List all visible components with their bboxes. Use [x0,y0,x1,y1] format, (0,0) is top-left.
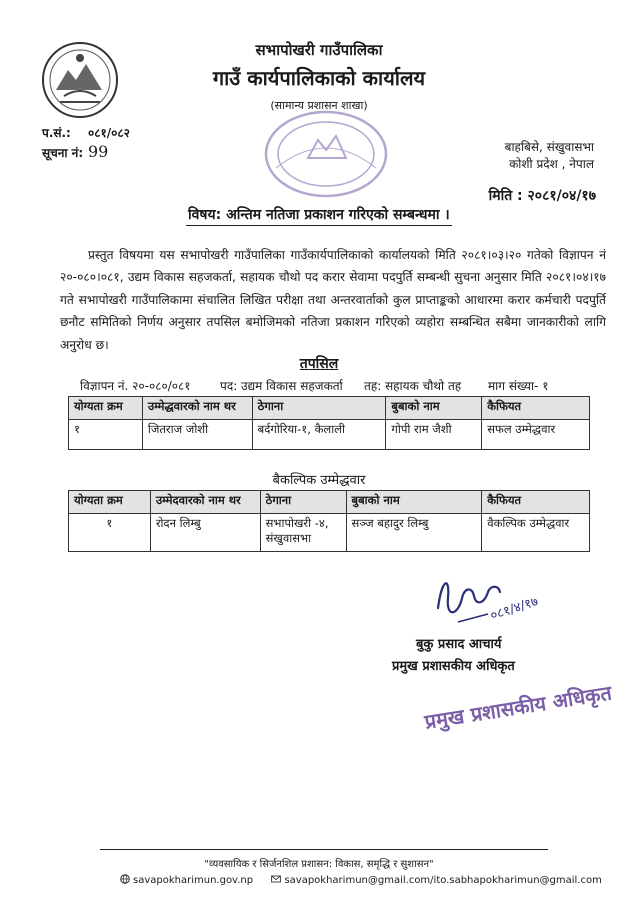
table-row [69,420,590,450]
alternate-candidates-title: बैकल्पिक उम्मेद्धवार [272,473,366,488]
signatory-name: बुकु प्रसाद आचार्य [416,637,502,652]
table-header-row [69,491,590,514]
table-cell: १ [69,420,143,450]
post-level: तह: सहायक चौथो तह [364,379,462,393]
office-name: गाउँ कार्यपालिकाको कार्यालय [212,66,426,90]
table-header-row [69,397,590,420]
table-cell: सभापोखरी -४, संखुवासभा [260,514,346,552]
column-header: उम्मेद्धवारको नाम थर [142,397,252,420]
advertisement-number: विज्ञापन नं. २०-०८०/०८१ [80,379,191,393]
demand-count: माग संख्या- १ [488,379,549,393]
municipality-name: सभापोखरी गाउँपालिका [255,41,383,59]
column-header: ठेगाना [252,397,386,420]
handwritten-signature [428,568,558,628]
globe-icon [120,874,130,884]
footer-motto: "व्यवसायिक र सिर्जनशिल प्रशासन: विकास, समृद्धि र सुशासन" [204,859,434,870]
address-line-1: बाहबिसे, संखुवासभा [504,140,594,154]
column-header: योग्यता क्रम [69,397,143,420]
result-table [68,396,590,450]
branch-name: (सामान्य प्रशासन शाखा) [270,99,368,112]
column-header: बुबाको नाम [346,491,482,514]
designation-stamp [418,668,614,734]
table-cell: १ [69,514,151,552]
website-link[interactable]: savapokharimun.gov.np [133,875,254,886]
date-line: मिति : २०८१/०४/१७ [488,188,596,204]
svg-text:प्रमुख प्रशासकीय अधिकृत: प्रमुख प्रशासकीय अधिकृत [422,680,614,734]
table-cell: जितराज जोशी [142,420,252,450]
email-links[interactable]: savapokharimun@gmail.com/ito.sabhapokharimun@gmail.com [284,875,602,886]
subject-line: विषय: अन्तिम नतिजा प्रकाशन गरिएको सम्बन्धमा । [186,205,452,226]
svg-text:०८१/४/१७: ०८१/४/१७ [488,594,541,624]
table-cell: बर्दगोरिया-१, कैलाली [252,420,386,450]
column-header: ठेगाना [260,491,346,514]
table-cell: सञ्ज बहादुर लिम्बु [346,514,482,552]
table-row [69,514,590,552]
footer-divider [100,849,548,850]
column-header: योग्यता क्रम [69,491,151,514]
column-header: बुबाको नाम [386,397,482,420]
table-cell: सफल उम्मेद्धवार [482,420,590,450]
reference-number: प.सं.: ०८१/०८२ [42,126,130,140]
post-name: पद: उद्यम विकास सहजकर्ता [220,379,343,393]
table-cell: वैकल्पिक उम्मेद्धवार [482,514,590,552]
table-cell: रोदन लिम्बु [150,514,260,552]
column-header: कैफियत [482,397,590,420]
signatory-title: प्रमुख प्रशासकीय अधिकृत [392,659,515,674]
email-icon [271,874,281,884]
column-header: कैफियत [482,491,590,514]
section-title: तपसिल [299,356,339,372]
table-cell: गोपी राम जैशी [386,420,482,450]
notice-number: सूचना नं: 99 [42,142,109,161]
footer-contacts [120,874,602,886]
alternate-table [68,490,590,552]
office-seal-stamp [262,108,390,200]
column-header: उम्मेदवारको नाम थर [150,491,260,514]
body-paragraph: प्रस्तुत विषयमा यस सभापोखरी गाउँपालिका गाउँकार्यपालिकाको कार्यालयको मिति २०८१।०३।२० गतेको विज्ञापन नं २०-०८०।०८१, उद्यम विकास सहजकर्ता, सहायक चौथो पद करार सेवामा पदपुर्ति सम्बन्धी सुचना अनुसार मिति २०८१।०४।१७ गते सभापोखरी गाउँपालिकामा संचालित लिखित परीक्षा तथा अन्तरवार्ताको कुल प्राप्ताङ्कको आधारमा करार कर्मचारी पदपुर्ति छनौट समितिको निर्णय अनुसार तपसिल बमोजिमको नतिजा प्रकाशन गरिएको व्यहोरा सम्बन्धित सबैमा जानकारीको लागि अनुरोध छ। [60,248,606,352]
address-line-2: कोशी प्रदेश , नेपाल [509,157,594,171]
